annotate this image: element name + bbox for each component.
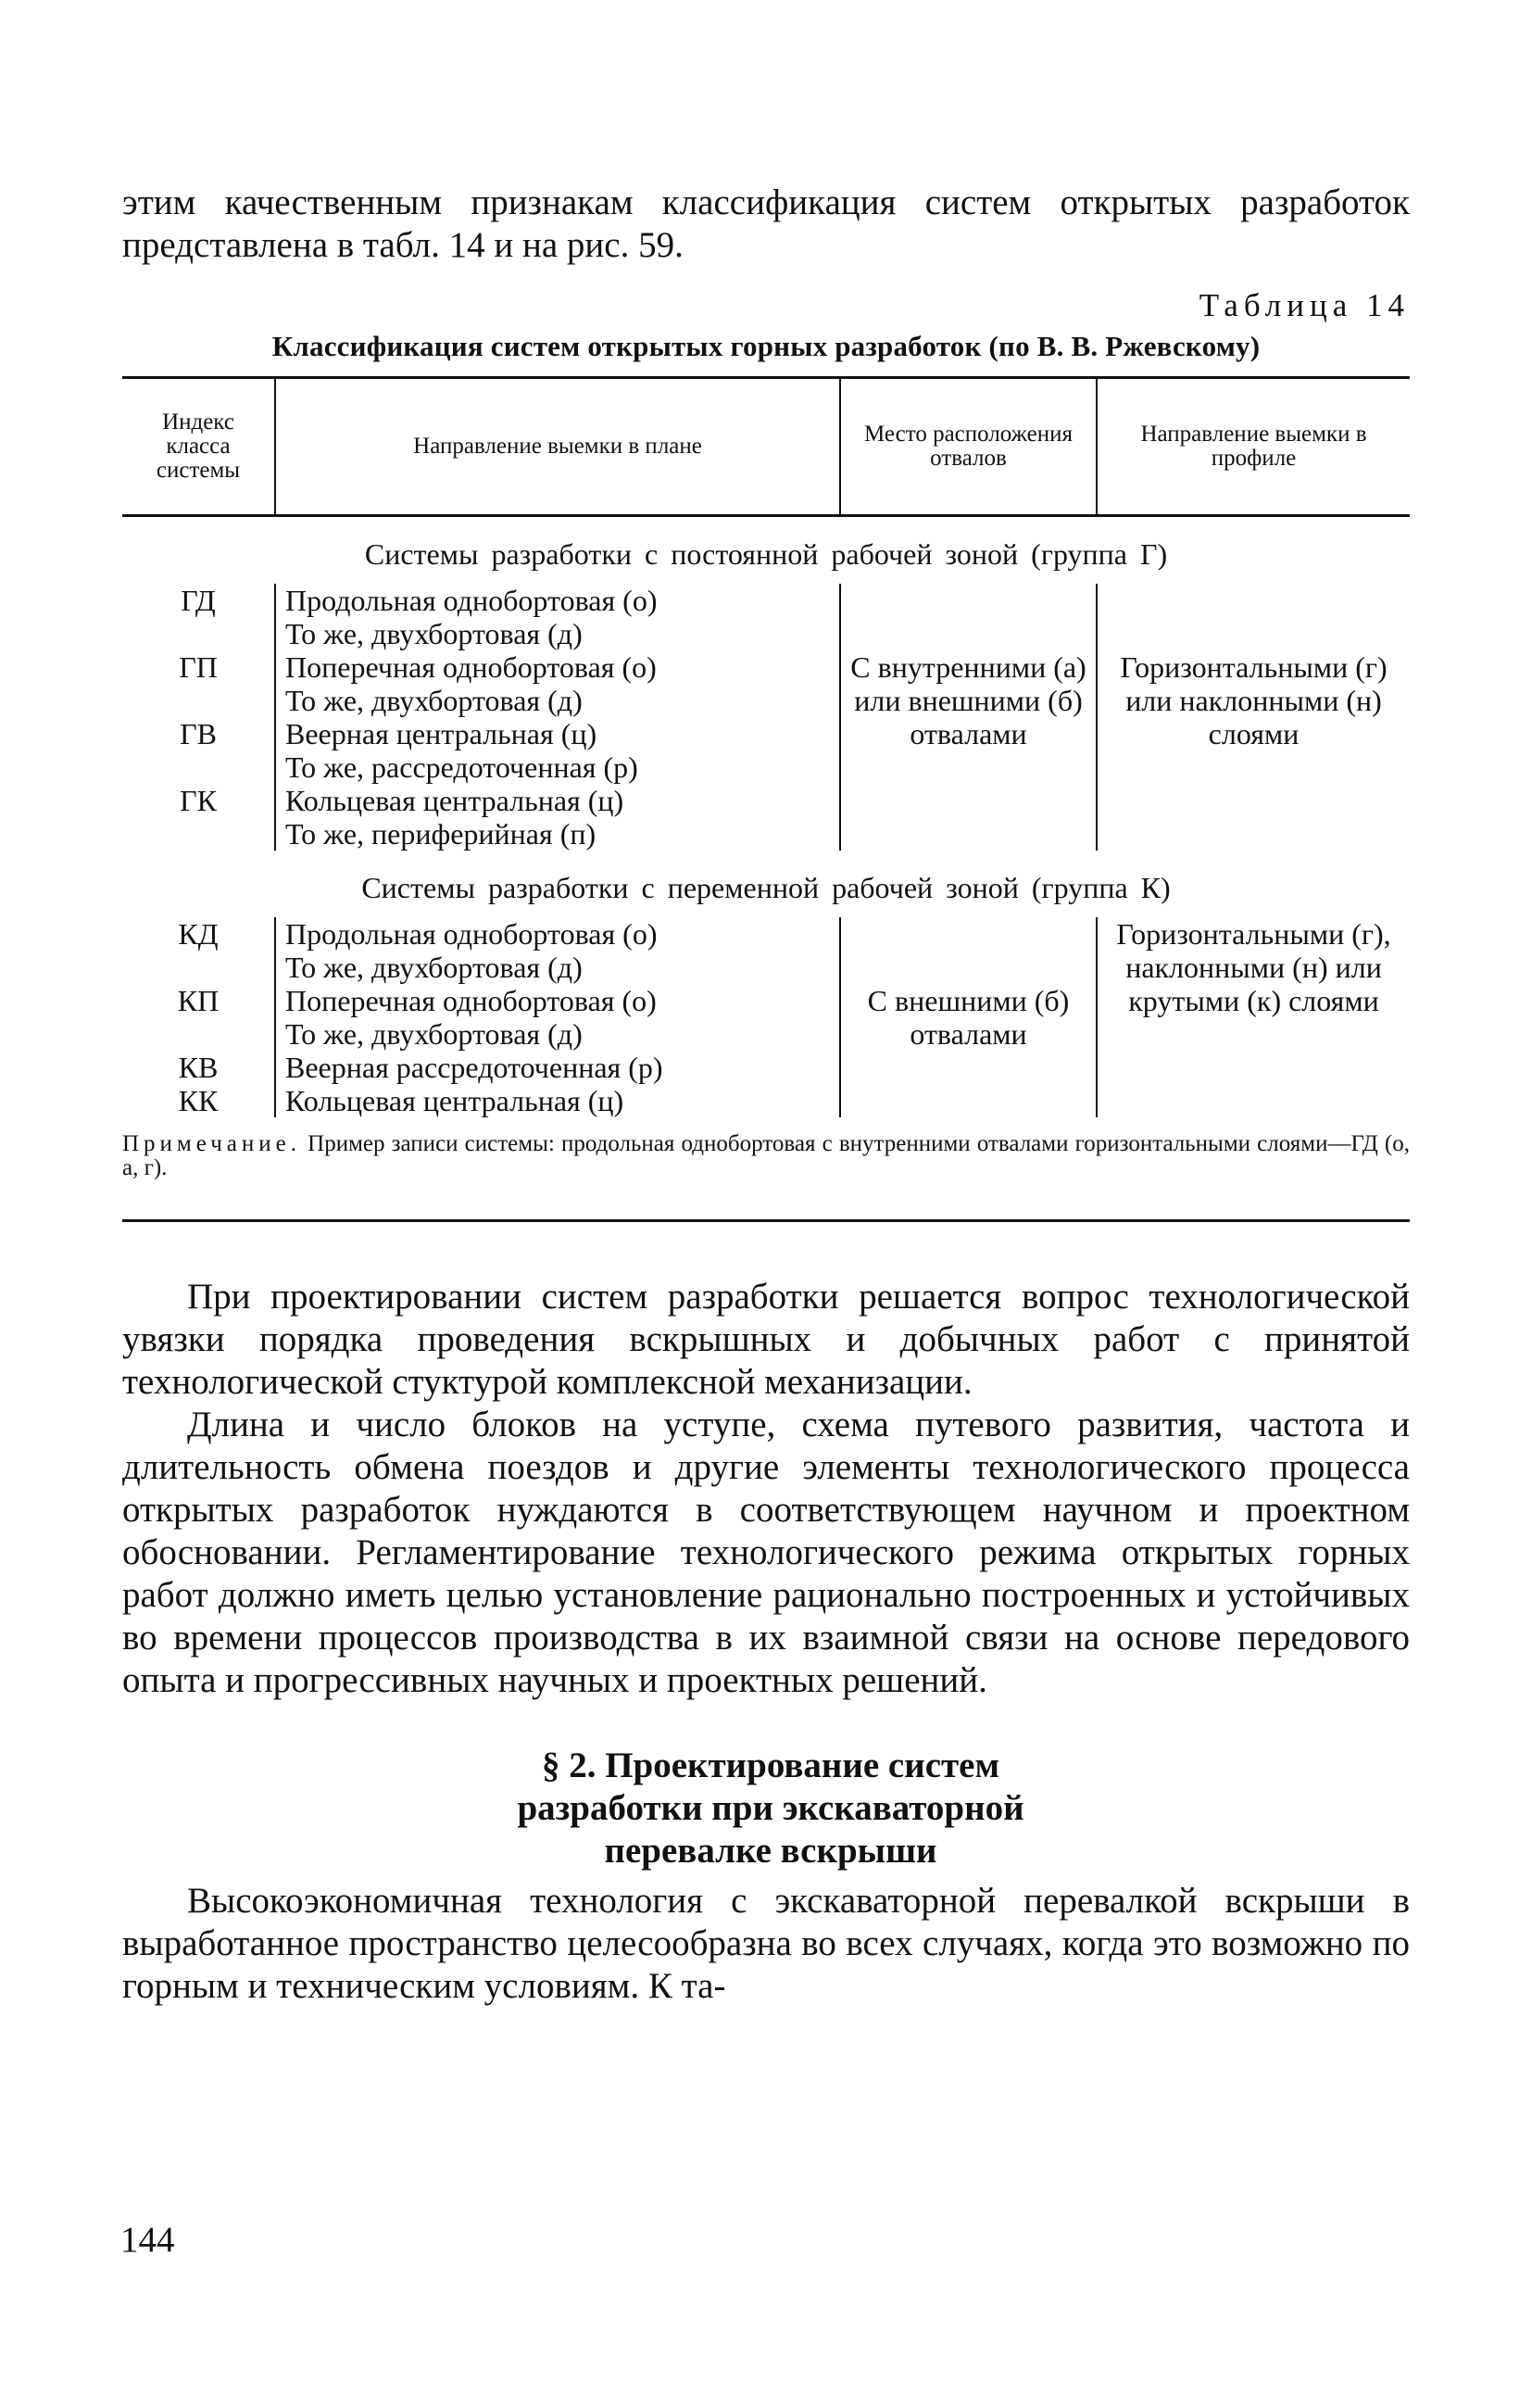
index-cell [122,917,275,1117]
direction-item: То же, двухбортовая (д) [285,1017,583,1051]
direction-item: Кольцевая центральная (ц) [285,784,624,817]
section-heading: § 2. Проектирование систем разработки при экскаваторной перевалке вскрыши [517,1746,1024,1871]
dump-location-cell: С внешними (б) отвалами [840,917,1097,1117]
dump-location-cell: С внутренними (а) или внешними (б) отвалами [840,584,1097,851]
header-index: Индекс класса системы [156,410,241,483]
group-title: Системы разработки с постоянной рабочей зоной (группа Г) [364,537,1168,571]
table-row [122,917,1410,1117]
profile-direction-cell: Горизонтальными (г) или наклонными (н) слоями [1097,584,1410,851]
direction-item: Поперечная однобортовая (о) [285,650,657,684]
system-index: КП [177,984,220,1017]
system-index: ГВ [180,717,217,750]
note-text: Пример записи системы: продольная однобортовая с внутренними отвалами горизонтальными слоями—ГД (о, а, г). [122,1131,1411,1180]
direction-item: Продольная однобортовая (о) [285,917,658,951]
direction-item: Кольцевая центральная (ц) [285,1084,624,1117]
index-cell [122,584,275,851]
paragraph: При проектировании систем разработки решается вопрос технологической увязки порядка проведения вскрышных и добычных работ с принятой технологической стуктурой комплексной механизации. [122,1277,1410,1402]
direction-item: Веерная центральная (ц) [285,717,597,750]
table-bottom-rule [122,1219,1410,1222]
header-direction-profile: Направление выемки в профиле [1097,379,1410,516]
direction-item: То же, двухбортовая (д) [285,684,583,717]
direction-cell [275,917,840,1117]
system-index: ГК [180,784,217,817]
direction-item: То же, периферийная (п) [285,817,596,851]
table-label: Таблица 14 [1199,287,1410,323]
system-index: ГД [181,584,216,617]
profile-direction-cell: Горизонтальными (г), наклонными (н) или крутыми (к) слоями [1097,917,1410,1117]
direction-item: Веерная рассредоточенная (р) [285,1051,663,1084]
table-title: Классификация систем открытых горных разработок (по В. В. Ржевскому) [271,330,1261,362]
system-index: ГП [179,650,218,684]
page-number: 144 [120,2220,175,2260]
table-row [122,584,1410,851]
note-label: Примечание. [122,1131,302,1156]
group-title: Системы разработки с переменной рабочей зоной (группа К) [361,871,1171,904]
direction-item: То же, двухбортовая (д) [285,617,583,650]
classification-table [122,379,1410,1117]
book-page [122,182,1410,2008]
system-index: КВ [178,1051,219,1084]
paragraph: Высокоэкономичная технология с экскаваторной перевалкой вскрыши в выработанное пространство целесообразна во всех случаях, когда это возможно по горным и техническим условиям. К та- [122,1881,1410,2006]
system-index: КД [178,917,219,951]
direction-item: Поперечная однобортовая (о) [285,984,657,1017]
direction-item: Продольная однобортовая (о) [285,584,658,617]
direction-item: То же, двухбортовая (д) [285,951,583,984]
header-direction-plan: Направление выемки в плане [275,379,840,516]
header-dump-location: Место расположения отвалов [840,379,1097,516]
direction-cell [275,584,840,851]
intro-paragraph: этим качественным признакам классификация систем открытых разработок представлена в табл. 14 и на рис. 59. [122,183,1410,265]
table-note [122,1132,1410,1180]
system-index: КК [178,1084,219,1117]
paragraph: Длина и число блоков на уступе, схема путевого развития, частота и длительность обмена поездов и другие элементы технологического процесса открытых разработок нуждаются в соответствующем научном и проектном обосновании. Регламентирование технологического режима открытых горных работ должно иметь целью установление рационально построенных и устойчивых во времени процессов производства в их взаимной связи на основе передового опыта и прогрессивных научных и проектных решений. [122,1405,1410,1700]
direction-item: То же, рассредоточенная (р) [285,750,638,784]
